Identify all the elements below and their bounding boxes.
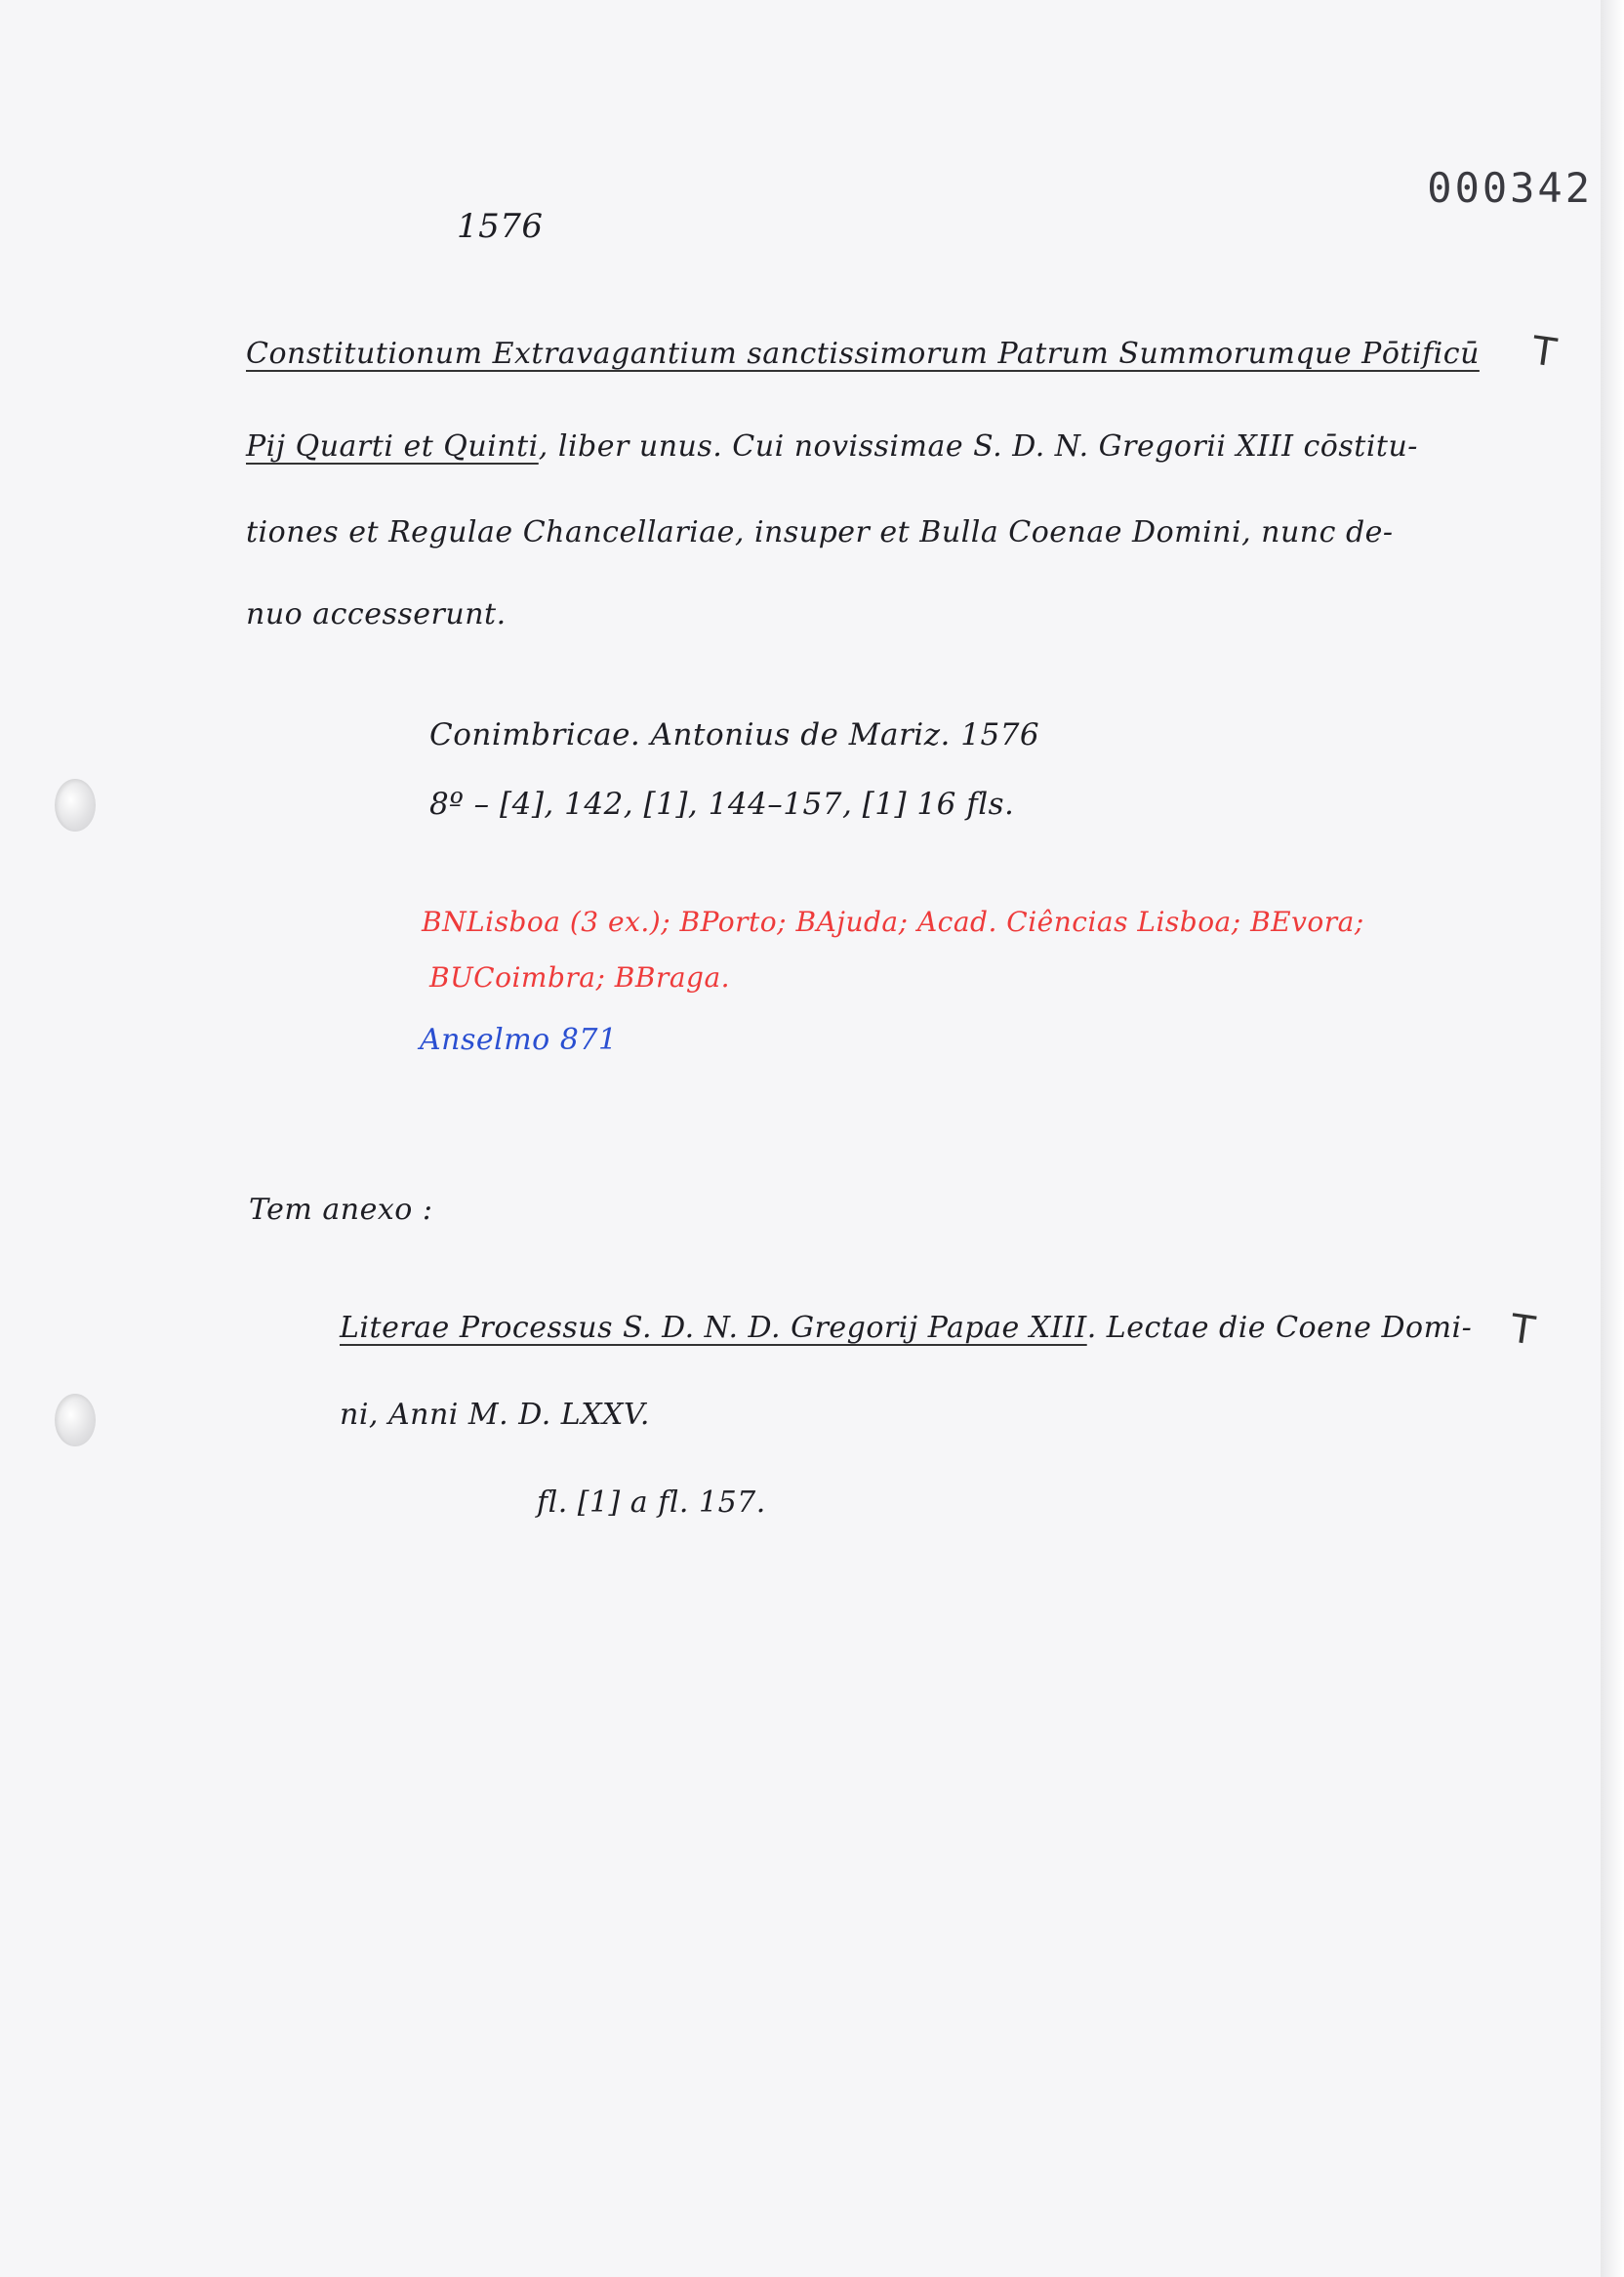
title-line-4: nuo accesserunt. [246,597,507,631]
annex-folios: fl. [1] a fl. 157. [537,1485,766,1520]
imprint-line: Conimbricae. Antonius de Mariz. 1576 [429,717,1040,752]
catalog-number-stamp: 000342 [1427,164,1593,212]
collation-line: 8º – [4], 142, [1], 144–157, [1] 16 fls. [429,787,1015,822]
copies-line-2: BUCoimbra; BBraga. [429,961,731,994]
title-line-3: tiones et Regulae Chancellariae, insuper et Bulla Coenae Domini, nunc de- [246,515,1394,549]
title-line-2-rest: , liber unus. Cui novissimae S. D. N. Gregorii XIII cōstitu- [538,429,1418,464]
title-line-2-underlined: Pij Quarti et Quinti [246,429,539,464]
annex-title-rest: . Lectae die Coene Domi- [1086,1311,1473,1345]
title-line-2 [246,429,1418,464]
title-mark: T [1528,328,1560,377]
annex-title-line-1 [340,1311,1472,1345]
punch-hole-upper [55,779,96,832]
annex-heading: Tem anexo : [249,1193,433,1227]
copies-line-1: BNLisboa (3 ex.); BPorto; BAjuda; Acad. Ciências Lisboa; BEvora; [422,906,1364,938]
annex-title-line-2: ni, Anni M. D. LXXV. [340,1398,650,1432]
year-heading: 1576 [457,207,544,246]
annex-mark: T [1507,1306,1538,1355]
page-edge [1601,0,1624,2277]
reference-line: Anselmo 871 [420,1023,618,1057]
title-line-1: Constitutionum Extravagantium sanctissimorum Patrum Summorumque Pōtificū [246,337,1480,371]
punch-hole-lower [55,1394,96,1446]
annex-title-underlined: Literae Processus S. D. N. D. Gregorij Papae XIII [340,1311,1087,1345]
